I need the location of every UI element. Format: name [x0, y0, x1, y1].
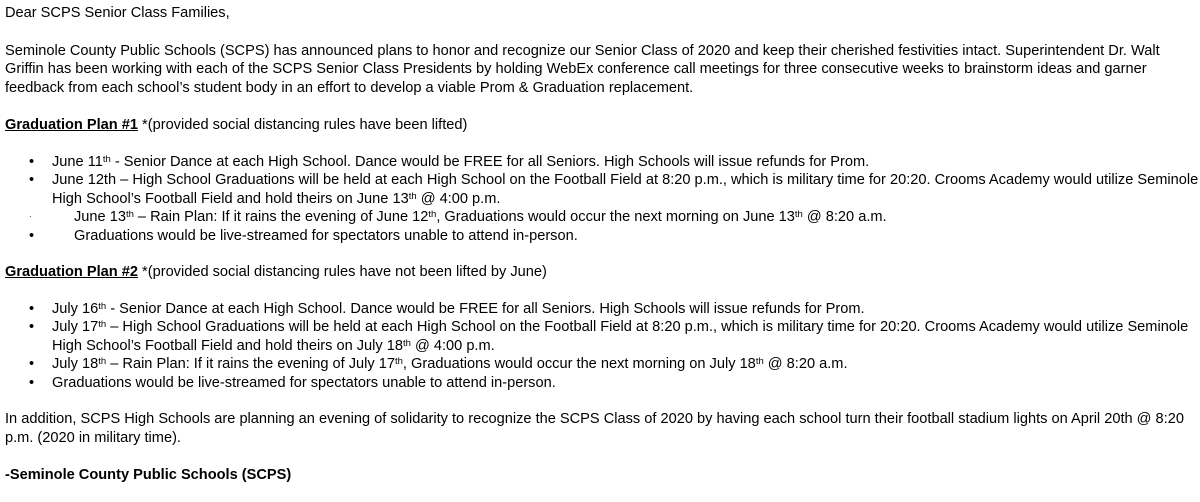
plan1-heading — [5, 116, 1200, 135]
list-item: • June 12th – High School Graduations will be held at each High School on the Football Field at 8:20 p.m., which is military time for 20:20. Crooms Academy would utilize Seminole High School’s Football Field and hold theirs on June 13th @ 4:00 p.m. — [29, 172, 1199, 207]
intro-paragraph: Seminole County Public Schools (SCPS) has announced plans to honor and recognize our Senior Class of 2020 and keep their cherished festivities intact. Superintendent Dr. Walt Griffin has been working with each of the SCPS Senior Class Presidents by holding WebEx conference call meetings for three consecutive weeks to brainstorm ideas and garner feedback from each school’s student body in an effort to develop a viable Prom & Graduation replacement. — [5, 42, 1160, 96]
list-item: • July 17th – High School Graduations will be held at each High School on the Football Field at 8:20 p.m., which is military time for 20:20. Crooms Academy would utilize Seminole High School’s Football Field and hold theirs on July 18th @ 4:00 p.m. — [29, 319, 1189, 354]
bullet-icon: • — [29, 153, 35, 170]
plan1-title: Graduation Plan #1 — [5, 117, 138, 133]
bullet-icon: • — [29, 374, 35, 391]
list-item: · June 13th – Rain Plan: If it rains the evening of June 12th, Graduations would occur the next morning on June 13th @ 8:20 a.m. — [29, 209, 887, 225]
signature: -Seminole County Public Schools (SCPS) — [5, 467, 292, 483]
bullet-icon: • — [29, 356, 35, 372]
list-item: • July 18th – Rain Plan: If it rains the evening of July 17th, Graduations would occur the next morning on July 18th @ 8:20 a.m. — [29, 356, 848, 372]
list-item: • July 16th - Senior Dance at each High School. Dance would be FREE for all Seniors. High Schools will issue refunds for Prom. — [29, 300, 865, 317]
plan2-title: Graduation Plan #2 — [5, 264, 138, 280]
bullet-icon: • — [29, 300, 35, 317]
plan1-bullet-list — [5, 153, 1200, 246]
bullet-icon: • — [29, 227, 35, 244]
list-item: • June 11th - Senior Dance at each High School. Dance would be FREE for all Seniors. High Schools will issue refunds for Prom. — [29, 153, 870, 170]
bullet-icon: • — [29, 319, 35, 335]
bullet-icon: • — [29, 172, 35, 188]
plan2-bullet-list — [5, 300, 1200, 393]
plan1-note: *(provided social distancing rules have been lifted) — [138, 117, 468, 133]
plan2-heading — [5, 263, 1200, 282]
plan2-note: *(provided social distancing rules have not been lifted by June) — [138, 264, 547, 280]
list-item: • Graduations would be live-streamed for spectators unable to attend in-person. — [29, 374, 556, 391]
greeting: Dear SCPS Senior Class Families, — [5, 5, 230, 21]
list-item: • Graduations would be live-streamed for spectators unable to attend in-person. — [29, 227, 578, 244]
closing-paragraph: In addition, SCPS High Schools are planning an evening of solidarity to recognize the SCPS Class of 2020 by having each school turn their football stadium lights on April 20th @ 8:20 p.m. (2020 in military time). — [5, 411, 1184, 446]
small-bullet-icon: · — [29, 212, 32, 221]
